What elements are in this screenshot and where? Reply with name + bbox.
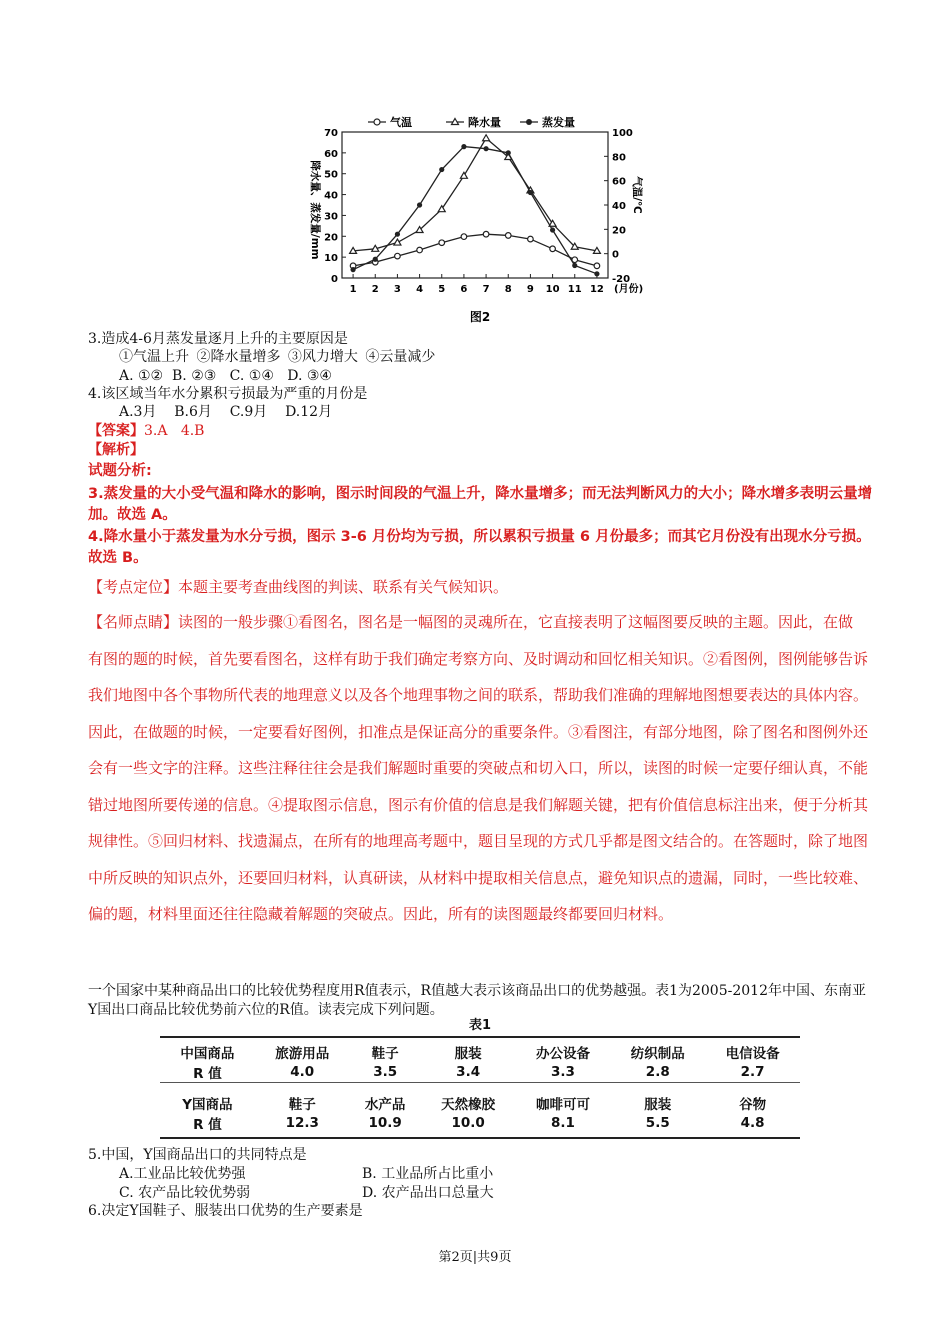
china-items-row [160, 1042, 800, 1062]
analysis-title: 试题分析: [88, 463, 152, 479]
q4-stem: 4.该区域当年水分累积亏损最为严重的月份是 [88, 386, 368, 402]
left-tick-label: 60 [324, 148, 338, 160]
china-item: 办公设备 [535, 1046, 590, 1062]
evap-point [483, 146, 488, 151]
q5-option-b: B. 工业品所占比重小 [362, 1166, 494, 1182]
temp-point [505, 233, 511, 239]
climate-chart [290, 110, 670, 325]
table-title: 表1 [468, 1018, 492, 1033]
evap-point [550, 227, 555, 232]
answer-text: 3.A 4.B [144, 423, 205, 439]
x-axis-title: (月份) [614, 284, 644, 295]
q6-stem: 6.决定Y国鞋子、服装出口优势的生产要素是 [88, 1203, 363, 1219]
y-item: 谷物 [739, 1097, 767, 1113]
y-r: 8.1 [550, 1115, 575, 1131]
evap-point [528, 190, 533, 195]
x-tick-label: 11 [567, 284, 582, 295]
q3-options: A. ①② B. ②③ C. ①④ D. ③④ [119, 368, 332, 384]
precip-point [460, 172, 467, 178]
left-tick-label: 20 [324, 232, 338, 244]
right-tick-label: 20 [612, 225, 626, 237]
table-1 [160, 1018, 800, 1139]
right-tick-label: 80 [612, 152, 626, 164]
temp-point [550, 246, 556, 252]
series-line-蒸发量 [353, 147, 597, 274]
y-row-label: Y国商品 [182, 1097, 233, 1113]
temp-point [528, 236, 534, 242]
x-tick-label: 5 [438, 284, 446, 295]
precip-point [394, 239, 401, 245]
series-line-降水量 [353, 138, 597, 251]
china-item: 电信设备 [725, 1046, 780, 1062]
china-item: 服装 [454, 1046, 482, 1062]
q5-option-d: D. 农产品出口总量大 [362, 1185, 494, 1201]
mingshi-paragraph [88, 604, 868, 933]
china-r: 3.4 [456, 1064, 481, 1080]
right-tick-label: 100 [612, 128, 633, 139]
q5-option-a: A.工业品比较优势强 [119, 1166, 246, 1182]
temp-point [461, 234, 467, 240]
right-axis-title: 气温/℃ [631, 176, 643, 214]
evap-point [417, 202, 422, 207]
y-r-row [160, 1113, 800, 1133]
left-axis-title: 降水量、蒸发量/mm [309, 160, 321, 260]
china-r-row [160, 1062, 800, 1083]
china-r: 2.8 [645, 1064, 670, 1080]
q3-items: ①气温上升 ②降水量增多 ③风力增大 ④云量减少 [119, 349, 436, 365]
right-tick-label: 0 [612, 249, 619, 261]
x-tick-label: 1 [349, 284, 357, 295]
temp-point [417, 247, 423, 253]
explanation-4: 4.降水量小于蒸发量为水分亏损，图示 3-6 月份均为亏损，所以累积亏损量 6 月份最多；而其它月份没有出现水分亏损。故选 B。 [88, 529, 871, 566]
q4-options: A.3月 B.6月 C.9月 D.12月 [119, 404, 333, 420]
page-footer: 第2页|共9页 [438, 1250, 512, 1265]
mingshi-label: 【名师点睛】 [88, 613, 179, 631]
y-item: 鞋子 [288, 1097, 316, 1113]
kaodian-text: 本题主要考查曲线图的判读、联系有关气候知识。 [178, 578, 509, 596]
temp-point [594, 263, 600, 269]
table-intro: 一个国家中某种商品出口的比较优势程度用R值表示，R值越大表示该商品出口的优势越强。表1为2005-2012年中国、东南亚Y国出口商品比较优势前六位的R值。读表完成下列问题。 [88, 983, 866, 1018]
x-tick-label: 10 [545, 284, 560, 295]
temp-point [395, 253, 401, 259]
r-label: R 值 [193, 1117, 222, 1133]
answer-line [88, 422, 204, 440]
left-tick-label: 70 [324, 128, 338, 139]
evap-point [373, 257, 378, 262]
left-tick-label: 50 [324, 169, 338, 181]
y-r: 12.3 [285, 1115, 319, 1131]
y-r: 5.5 [645, 1115, 670, 1131]
analysis-label: 【解析】 [88, 442, 144, 458]
right-tick-label: 60 [612, 176, 626, 188]
q5-stem: 5.中国，Y国商品出口的共同特点是 [88, 1147, 307, 1163]
x-tick-label: 9 [526, 284, 534, 295]
x-tick-label: 12 [589, 284, 604, 295]
left-tick-label: 30 [324, 211, 338, 223]
china-item: 纺织制品 [630, 1046, 685, 1062]
explanation-3: 3.蒸发量的大小受气温和降水的影响，图示时间段的气温上升，降水量增多；而无法判断风力的大小；降水增多表明云量增加。故选 A。 [88, 486, 873, 523]
y-r: 10.0 [451, 1115, 485, 1131]
china-r: 3.3 [550, 1064, 575, 1080]
y-r: 10.9 [368, 1115, 402, 1131]
temp-point [439, 240, 445, 246]
legend-precip-label: 降水量 [468, 116, 501, 129]
y-item: 咖啡可可 [535, 1097, 590, 1113]
left-tick-label: 0 [331, 274, 338, 285]
q3-stem: 3.造成4-6月蒸发量逐月上升的主要原因是 [88, 331, 348, 347]
climate-chart-svg [290, 110, 670, 325]
answer-label: 【答案】 [88, 423, 144, 439]
legend-temp-marker [374, 119, 380, 125]
temp-point [483, 231, 489, 237]
evap-point [594, 271, 599, 276]
y-item: 服装 [644, 1097, 672, 1113]
q5-option-c: C. 农产品比较优势弱 [119, 1185, 251, 1201]
y-items-row [160, 1093, 800, 1113]
china-r: 4.0 [290, 1064, 315, 1080]
mingshi-text: 读图的一般步骤①看图名，图名是一幅图的灵魂所在，它直接表明了这幅图要反映的主题。因此，在做有图的题的时候，首先要看图名，这样有助于我们确定考察方向、及时调动和回忆相关知识。②看图例，图例能够告诉我们地图中各个事物所代表的地理意义以及各个地理事物之间的联系，帮助我们准确的理解地图想要表达的具体内容。因此，在做题的时候，一定要看好图例，扣准点是保证高分的重要条件。③看图注，有部分地图，除了图名和图例外还会有一些文字的注释。这些注释往往会是我们解题时重要的突破点和切入口，所以，读图的时候一定要仔细认真，不能错过地图所要传递的信息。④提取图示信息，图示有价值的信息是我们解题关键，把有价值信息标注出来，便于分析其规律性。⑤回归材料、找遗漏点，在所有的地理高考题中，题目呈现的方式几乎都是图文结合的。在答题时，除了地图中所反映的知识点外，还要回归材料，认真研读，从材料中提取相关信息点，避免知识点的遗漏，同时，一些比较难、偏的题，材料里面还往往隐藏着解题的突破点。因此，所有的读图题最终都要回归材料。 [88, 613, 869, 923]
evap-point [395, 232, 400, 237]
x-tick-label: 3 [393, 284, 401, 295]
legend-temp-label: 气温 [390, 116, 412, 129]
china-item: 旅游用品 [275, 1046, 330, 1062]
evap-point [439, 167, 444, 172]
evap-point [506, 150, 511, 155]
left-tick-label: 40 [324, 190, 338, 202]
precip-point [483, 135, 490, 141]
right-tick-label: 40 [612, 201, 626, 212]
legend-evap-marker [526, 119, 532, 125]
y-r: 4.8 [740, 1115, 765, 1131]
china-r: 3.5 [373, 1064, 398, 1080]
china-item: 鞋子 [371, 1046, 399, 1062]
chart-legend [368, 115, 575, 129]
x-tick-label: 8 [504, 284, 512, 295]
x-tick-label: 7 [482, 284, 490, 295]
left-tick-label: 10 [324, 253, 338, 265]
china-row-label: 中国商品 [180, 1046, 235, 1062]
x-tick-label: 2 [371, 284, 379, 295]
figure-title: 图2 [469, 310, 491, 324]
kaodian [88, 577, 508, 597]
r-value-table [160, 1042, 800, 1133]
china-r: 2.7 [740, 1064, 765, 1080]
x-tick-label: 6 [460, 284, 468, 295]
evap-point [572, 263, 577, 268]
y-item: 天然橡胶 [441, 1097, 496, 1113]
right-tick-label: -20 [612, 274, 631, 285]
kaodian-label: 【考点定位】 [88, 578, 179, 596]
x-tick-label: 4 [416, 284, 424, 295]
y-item: 水产品 [364, 1097, 406, 1113]
evap-point [350, 267, 355, 272]
legend-evap-label: 蒸发量 [542, 116, 575, 129]
evap-point [461, 144, 466, 149]
series-line-气温 [353, 234, 597, 266]
r-label: R 值 [193, 1066, 222, 1082]
